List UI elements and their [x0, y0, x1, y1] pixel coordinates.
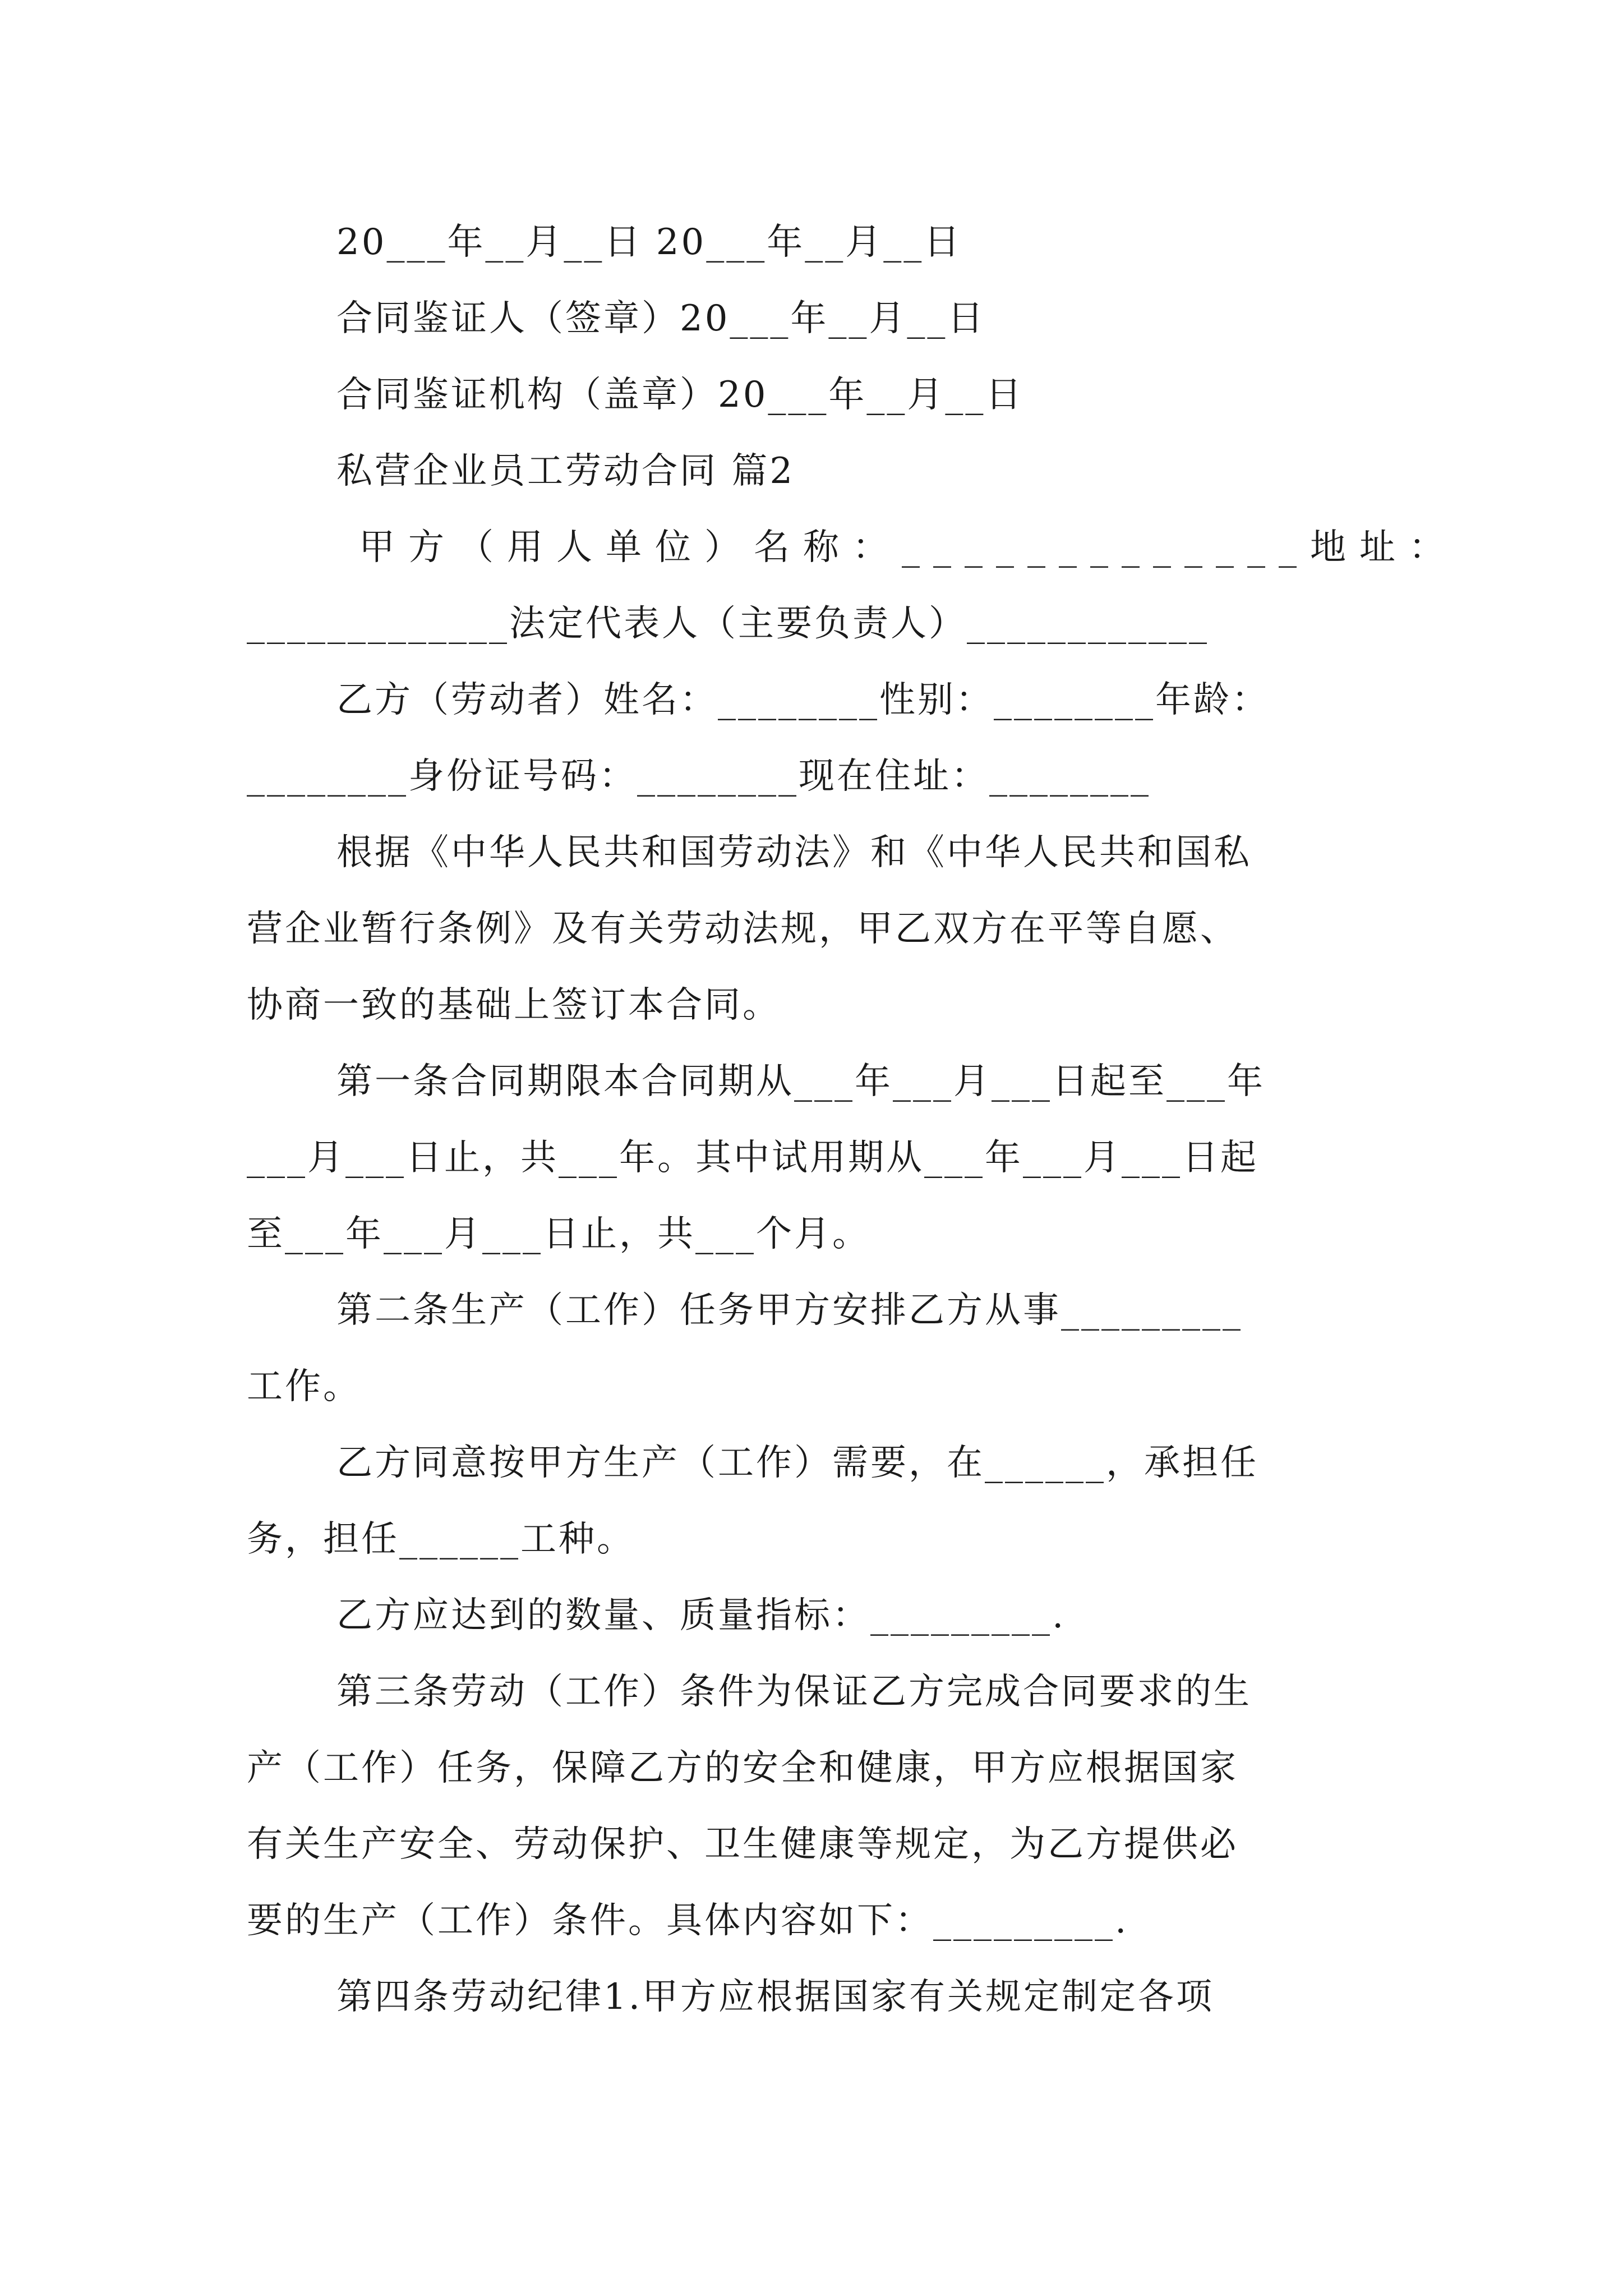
article-1-line: 第一条合同期限本合同期从___年___月___日起至___年 — [336, 1061, 1265, 1102]
section-heading: 私营企业员工劳动合同 篇2 — [336, 450, 795, 492]
paragraph-line: 营企业暂行条例》及有关劳动法规，甲乙双方在平等自愿、 — [247, 908, 1238, 950]
article-3-line: 第三条劳动（工作）条件为保证乙方完成合同要求的生 — [336, 1671, 1252, 1713]
article-1-line: 至___年___月___日止，共___个月。 — [247, 1213, 870, 1255]
signature-date-line: 20___年__月__日 20___年__月__日 — [336, 222, 962, 263]
verification-agency-seal-line: 合同鉴证机构（盖章）20___年__月__日 — [336, 374, 1024, 416]
article-3-line: 有关生产安全、劳动保护、卫生健康等规定，为乙方提供必 — [247, 1824, 1238, 1865]
article-2-line: 务，担任______工种。 — [247, 1519, 635, 1560]
article-3-line: 产（工作）任务，保障乙方的安全和健康，甲方应根据国家 — [247, 1747, 1238, 1789]
legal-representative-line: _____________法定代表人（主要负责人）____________ — [247, 603, 1209, 645]
party-b-id-line: ________身份证号码：________现在住址：________ — [247, 756, 1151, 797]
paragraph-line: 根据《中华人民共和国劳动法》和《中华人民共和国私 — [336, 832, 1252, 873]
article-2-line: 乙方同意按甲方生产（工作）需要，在______，承担任 — [336, 1442, 1258, 1484]
article-4-line: 第四条劳动纪律1.甲方应根据国家有关规定制定各项 — [336, 1976, 1215, 2018]
article-3-line: 要的生产（工作）条件。具体内容如下：_________. — [247, 1900, 1129, 1941]
paragraph-line: 协商一致的基础上签订本合同。 — [247, 984, 781, 1026]
party-b-info-line: 乙方（劳动者）姓名：________性别：________年龄： — [336, 679, 1270, 721]
article-1-line: ___月___日止，共___年。其中试用期从___年___月___日起 — [247, 1137, 1258, 1179]
article-2-line: 第二条生产（工作）任务甲方安排乙方从事_________ — [336, 1290, 1243, 1331]
verifier-signature-line: 合同鉴证人（签章）20___年__月__日 — [336, 298, 986, 339]
article-2-line: 工作。 — [247, 1366, 361, 1407]
party-a-name-line: 甲方（用人单位）名称：_____________地址： — [359, 527, 1458, 568]
article-2-line: 乙方应达到的数量、质量指标：_________. — [336, 1595, 1066, 1636]
